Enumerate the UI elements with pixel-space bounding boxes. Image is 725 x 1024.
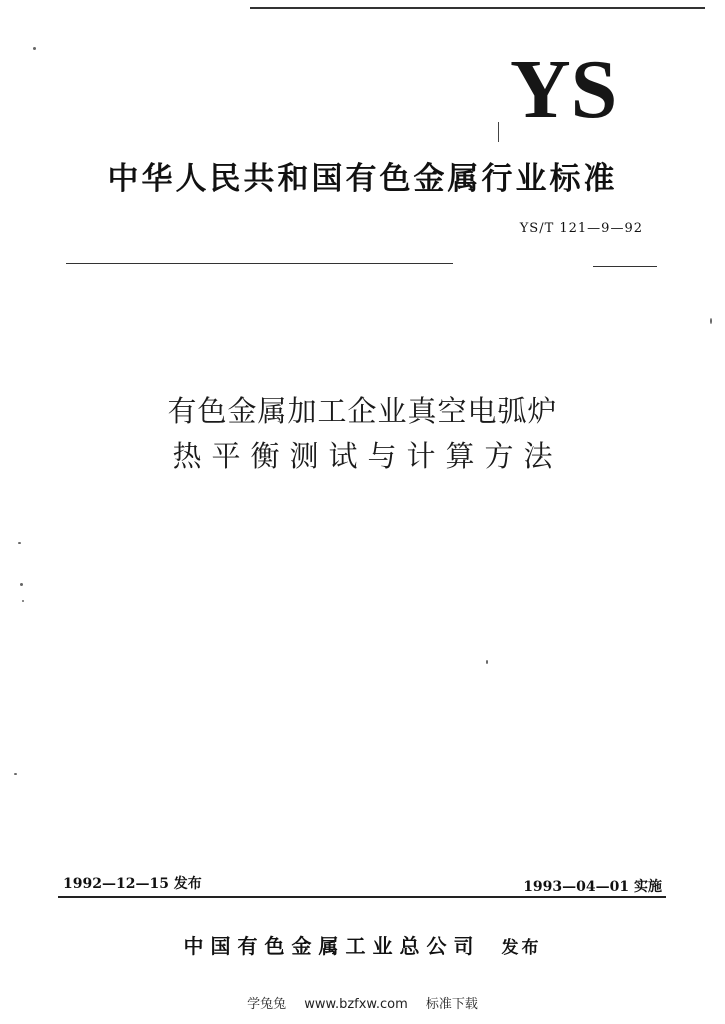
publisher-suffix: 发布 xyxy=(501,938,542,958)
issue-date: 1992—12—15 发布 xyxy=(63,876,202,892)
ys-logo: YS xyxy=(510,43,618,136)
logo-divider xyxy=(498,122,499,142)
watermark xyxy=(0,993,725,1012)
document-title xyxy=(0,389,725,479)
implementation-date: 1993—04—01 实施 xyxy=(523,879,662,895)
footer-rule xyxy=(58,896,666,898)
scan-speck xyxy=(486,660,488,664)
watermark-site-name: 学兔兔 xyxy=(247,997,287,1012)
watermark-tagline: 标准下载 xyxy=(425,997,478,1012)
publisher-line xyxy=(0,930,725,959)
scan-speck xyxy=(18,542,21,544)
scan-speck xyxy=(33,47,36,50)
header-rule-right xyxy=(593,266,657,267)
scan-speck xyxy=(22,600,24,602)
scan-speck xyxy=(14,773,17,775)
publisher-name: 中国有色金属工业总公司 xyxy=(183,934,481,958)
scan-speck xyxy=(20,583,23,586)
document-title-line2: 热平衡测试与计算方法 xyxy=(172,439,563,473)
header-rule-left xyxy=(66,263,453,264)
watermark-url[interactable]: www.bzfxw.com xyxy=(304,997,408,1012)
industry-standard-title: 中华人民共和国有色金属行业标准 xyxy=(107,161,618,197)
document-title-line1: 有色金属加工企业真空电弧炉 xyxy=(167,394,558,428)
standard-code: YS/T 121—9—92 xyxy=(519,221,643,236)
scan-speck xyxy=(710,318,712,324)
top-rule xyxy=(250,7,705,9)
